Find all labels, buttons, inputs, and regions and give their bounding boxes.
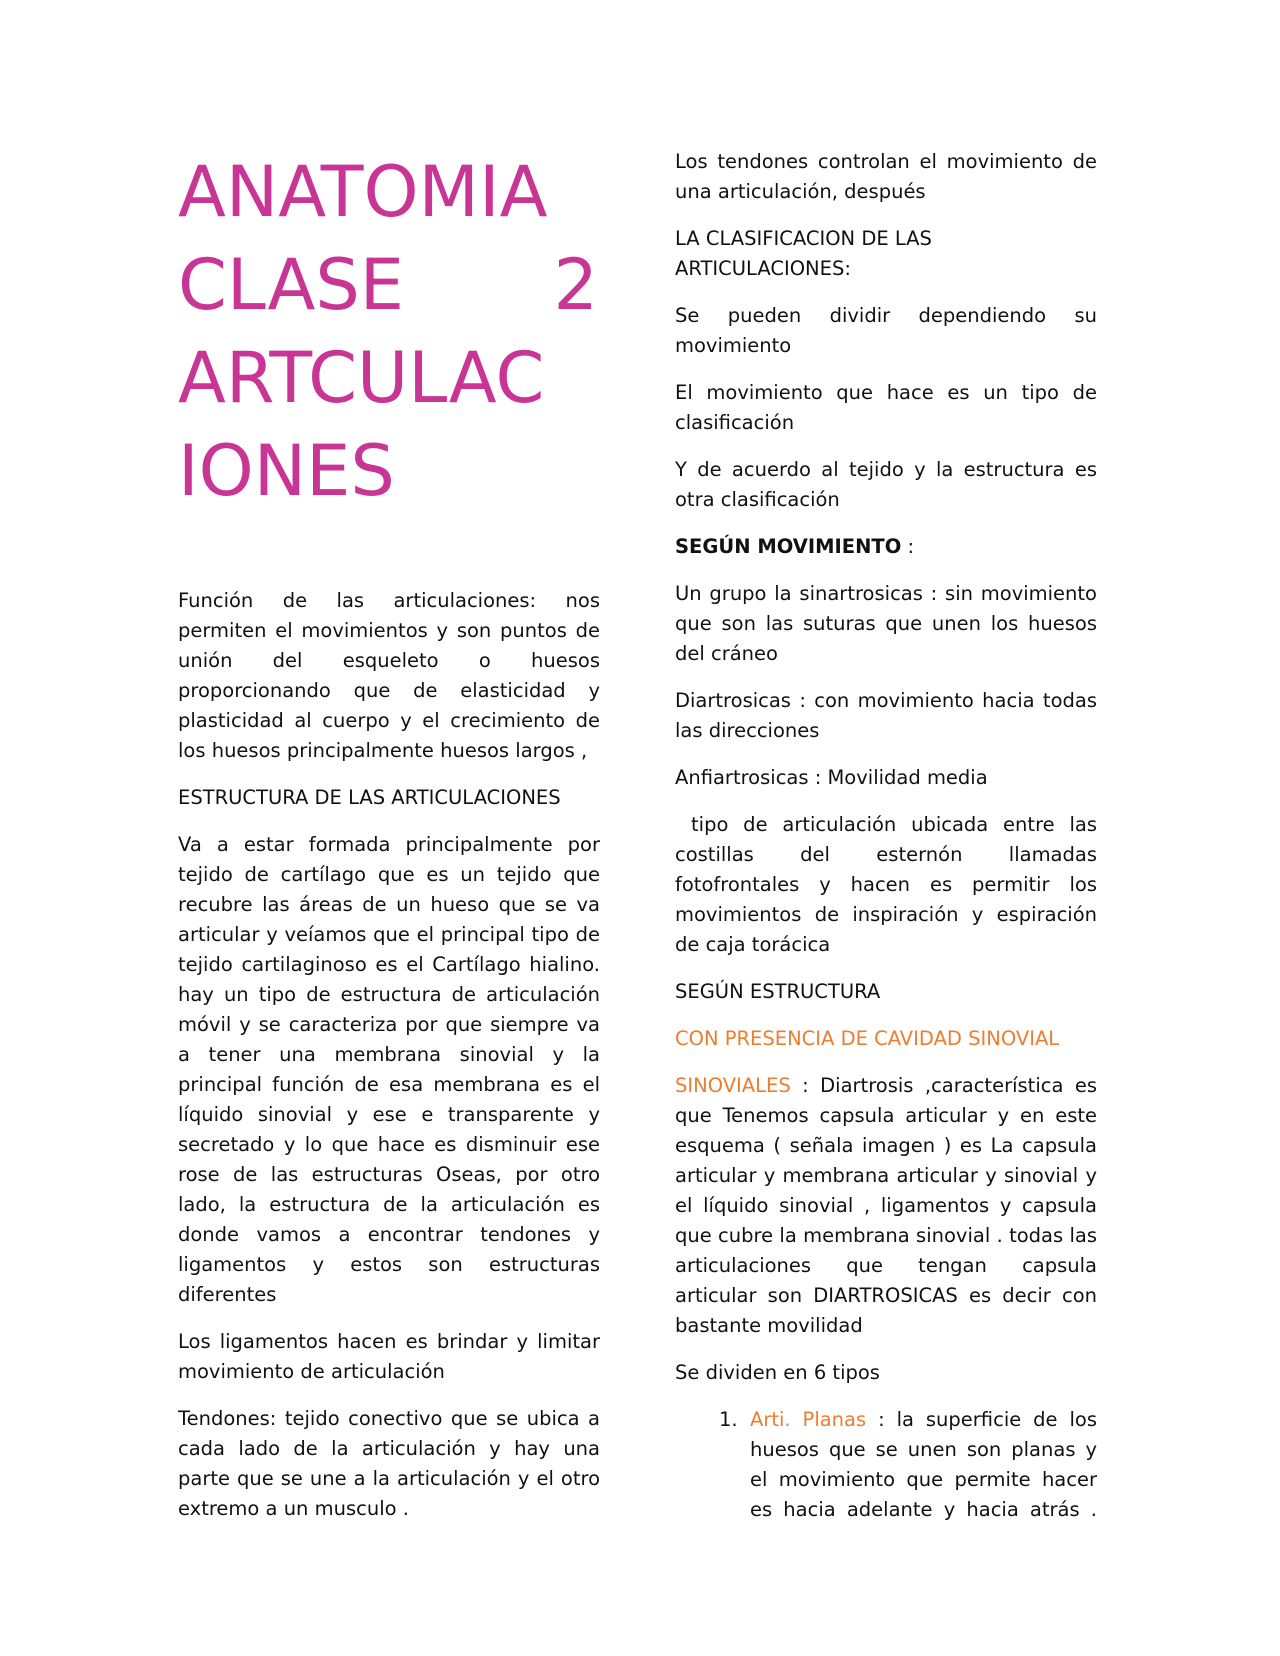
section-heading: ESTRUCTURA DE LAS ARTICULACIONES [178, 786, 561, 809]
paragraph-text: : Diartrosis ,característica es que Tenemos capsula articular y en este esquema ( señala imagen ) es La capsula articular y membrana articular y sinovial y el líquido sinovial , ligamentos y capsula que cubre la membrana sinovial . todas las articulaciones que tengan capsula articular son DIARTROSICAS es decir con bastante movilidad [675, 1074, 1097, 1337]
subsection-heading: CON PRESENCIA DE CAVIDAD SINOVIAL [675, 1027, 1060, 1050]
paragraph: tipo de articulación ubicada entre las costillas del esternón llamadas fotofrontales y hacen es permitir los movimientos de inspiración y espiración de caja torácica [675, 813, 1097, 956]
list-item-body: : la superficie de los huesos que se unen son planas y el movimiento que permite hacer es hacia adelante y hacia atrás . [750, 1408, 1097, 1521]
paragraph: Los ligamentos hacen es brindar y limitar movimiento de articulación [178, 1330, 600, 1383]
section-heading: LA CLASIFICACION DE LAS ARTICULACIONES: [675, 227, 932, 280]
bold-heading-text: SEGÚN MOVIMIENTO [675, 535, 902, 558]
paragraph: Un grupo la sinartrosicas : sin movimiento que son las suturas que unen los huesos del cráneo [675, 582, 1097, 665]
list-number: 1. [719, 1408, 738, 1431]
title-word-clase: CLASE [178, 244, 405, 326]
title-line-2 [178, 239, 598, 332]
heading-suffix: : [901, 535, 915, 558]
paragraph [675, 1071, 1097, 1341]
section-heading [675, 532, 1097, 562]
paragraph: Diartrosicas : con movimiento hacia todas las direcciones [675, 689, 1097, 742]
right-column [675, 147, 1097, 1525]
section-heading: SEGÚN ESTRUCTURA [675, 980, 881, 1003]
paragraph: Tendones: tejido conectivo que se ubica a cada lado de la articulación y hay una parte que se une a la articulación y el otro extremo a un musculo . [178, 1407, 600, 1520]
paragraph: Los tendones controlan el movimiento de una articulación, después [675, 150, 1097, 203]
paragraph: Se pueden dividir dependiendo su movimiento [675, 304, 1097, 357]
title-line-3: ARTCULAC [178, 337, 545, 419]
title-line-4: IONES [178, 430, 395, 512]
list-item [675, 1405, 1097, 1525]
title-line-1: ANATOMIA [178, 151, 548, 233]
list-item-label: Arti. Planas [750, 1408, 867, 1431]
title-word-2: 2 [553, 244, 598, 326]
paragraph: Va a estar formada principalmente por tejido de cartílago que es un tejido que recubre las áreas de un hueso que se va articular y veíamos que el principal tipo de tejido cartilaginoso es el Cartílago hialino. hay un tipo de estructura de articulación móvil y se caracteriza por que siempre va a tener una membrana sinovial y la principal función de esa membrana es el líquido sinovial y ese e transparente y secretado y lo que hace es disminuir ese rose de las estructuras Oseas, por otro lado, la estructura de la articulación es donde vamos a encontrar tendones y ligamentos y estos son estructuras diferentes [178, 833, 600, 1306]
highlight-term: SINOVIALES [675, 1074, 791, 1097]
paragraph: Se dividen en 6 tipos [675, 1361, 880, 1384]
page-title [178, 146, 598, 518]
left-column [178, 586, 600, 1541]
paragraph: Anfiartrosicas : Movilidad media [675, 766, 988, 789]
paragraph: Y de acuerdo al tejido y la estructura es otra clasificación [675, 458, 1097, 511]
paragraph: Función de las articulaciones: nos permiten el movimientos y son puntos de unión del esqueleto o huesos proporcionando que de elasticidad y plasticidad al cuerpo y el crecimiento de los huesos principalmente huesos largos , [178, 589, 600, 762]
list-item-text [750, 1405, 1097, 1525]
paragraph: El movimiento que hace es un tipo de clasificación [675, 381, 1097, 434]
